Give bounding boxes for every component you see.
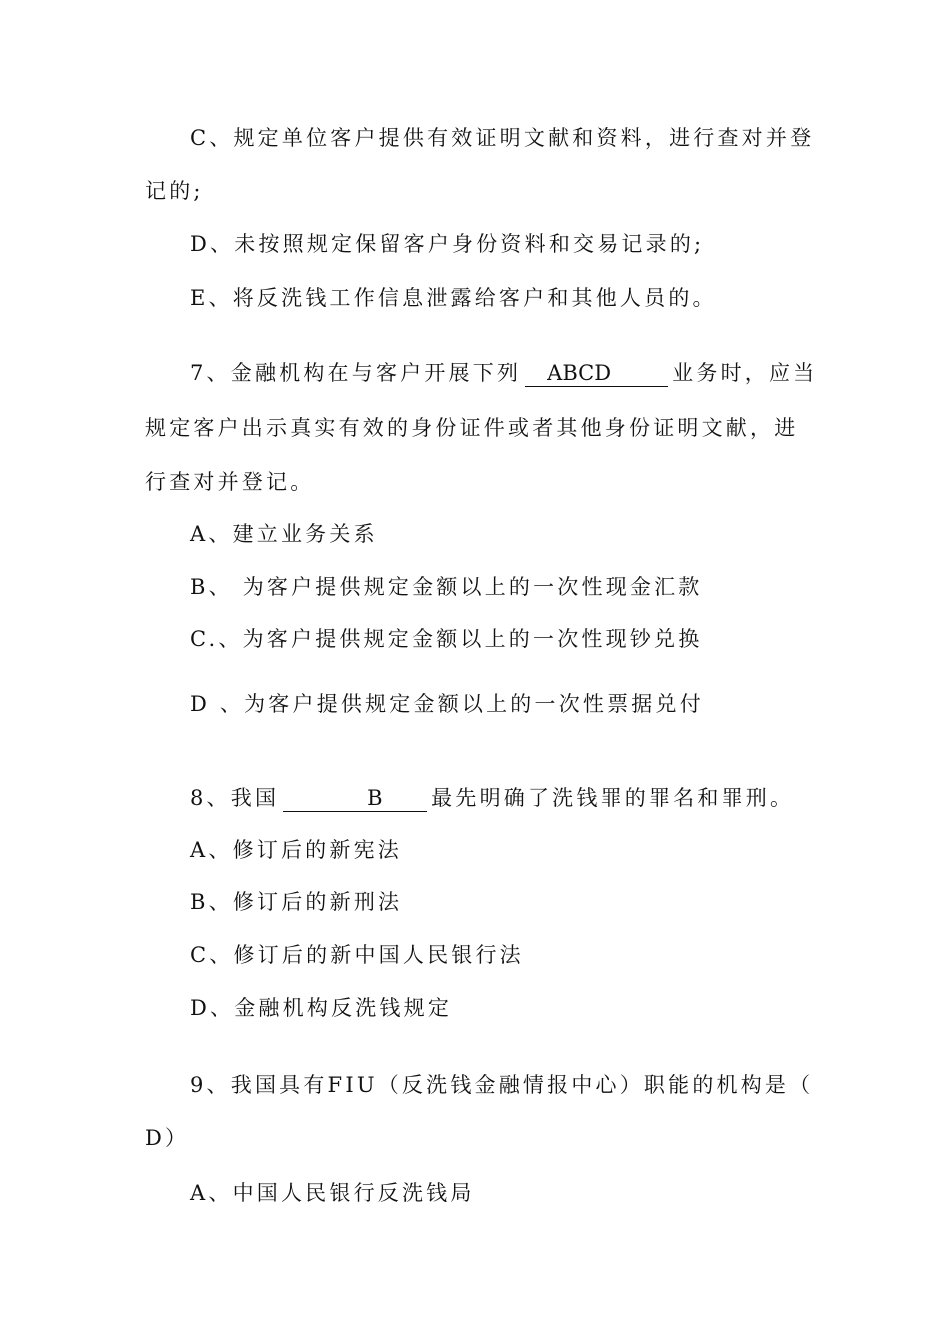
q7-stem-line1: [190, 358, 817, 388]
q7-option-c: C.、为客户提供规定金额以上的一次性现钞兑换: [190, 627, 703, 651]
q6-option-d: D、未按照规定保留客户身份资料和交易记录的;: [190, 232, 705, 256]
q7-stem-pre: 7、金融机构在与客户开展下列: [190, 361, 522, 385]
q8-option-b: B、修订后的新刑法: [190, 890, 403, 914]
q8-stem-post: 最先明确了洗钱罪的罪名和罪刑。: [431, 786, 795, 810]
q7-stem-line2: 规定客户出示真实有效的身份证件或者其他身份证明文献，进: [145, 416, 799, 440]
q6-option-c-line1: C、规定单位客户提供有效证明文献和资料，进行查对并登: [190, 126, 815, 150]
q8-option-a: A、修订后的新宪法: [190, 838, 402, 862]
q9-option-a: A、中国人民银行反洗钱局: [190, 1181, 475, 1205]
q8-stem-pre: 8、我国: [190, 786, 280, 810]
q8-stem: [190, 783, 794, 813]
q6-option-c-line2: 记的;: [145, 179, 204, 203]
q9-stem-line2: D）: [145, 1126, 190, 1150]
q7-option-a: A、建立业务关系: [190, 522, 378, 546]
q7-stem-post: 业务时，应当: [672, 361, 818, 385]
q8-option-d: D、金融机构反洗钱规定: [190, 996, 453, 1020]
q6-option-e: E、将反洗钱工作信息泄露给客户和其他人员的。: [190, 286, 717, 310]
q7-answer-blank: ABCD: [525, 360, 668, 387]
q7-option-b: B、 为客户提供规定金额以上的一次性现金汇款: [190, 575, 703, 599]
q9-stem-line1: 9、我国具有FIU（反洗钱金融情报中心）职能的机构是（: [190, 1073, 814, 1097]
q7-option-d: D 、为客户提供规定金额以上的一次性票据兑付: [190, 692, 704, 716]
q8-answer-blank: B: [283, 785, 427, 812]
q8-option-c: C、修订后的新中国人民银行法: [190, 943, 524, 967]
q7-stem-line3: 行查对并登记。: [145, 470, 315, 494]
